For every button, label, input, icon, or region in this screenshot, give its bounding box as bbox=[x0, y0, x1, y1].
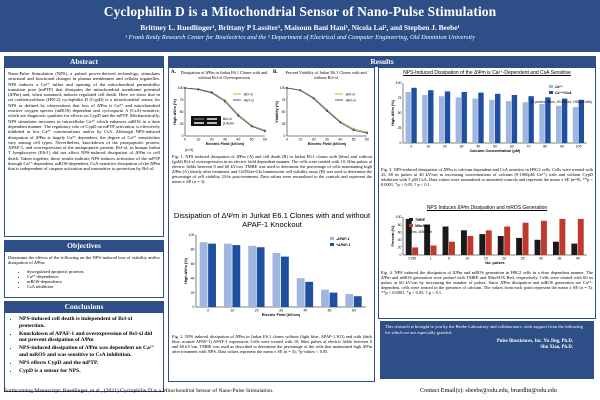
x-axis-label: Electric Field (kV/cm) bbox=[307, 142, 347, 146]
x-tick-label: 20 bbox=[502, 256, 507, 261]
x-axis-label: Electric Field (kV/cm) bbox=[205, 142, 245, 146]
figure-1-caption: Fig. 1. NPS induced dissipation of ΔΨm (A) and cell death (B) in Jurkat E6.1 clones with (blue) and without (gold) Bcl-xl overexpression in an electric field dependent manner. The cells were treated with 10, 60ns pulses at electric fields between 0 and 60 kV/cm. TMRE was used to determine the percentage of cells maintaining high ΔΨm (A) shortly after treatment, and CellTiter-Glo luminescent cell viability assay (B) was used to determine the percentage of cell viability 24-hr post-treatment. Data values were normalized to the controls and represent the mean ± SE (n = 3). bbox=[172, 154, 372, 185]
y-tick-label: 75 bbox=[179, 98, 184, 103]
bar bbox=[495, 94, 500, 143]
bar bbox=[224, 244, 232, 307]
bar bbox=[504, 227, 510, 256]
x-tick-label: 30 bbox=[539, 256, 543, 261]
y-axis-label: Viability (%) bbox=[275, 101, 279, 123]
y-tick-label: 80 bbox=[397, 222, 402, 227]
line-chart-b bbox=[273, 80, 373, 152]
bar bbox=[545, 97, 550, 143]
legend-label: TMRE bbox=[415, 217, 425, 222]
legend-label: -APAF-1 bbox=[336, 236, 350, 241]
bar bbox=[439, 96, 444, 143]
objectives-box bbox=[4, 251, 164, 298]
bar bbox=[539, 104, 544, 143]
bar bbox=[486, 230, 492, 255]
x-tick-label: CON bbox=[408, 256, 417, 261]
y-axis-label: High ΔΨm (%) bbox=[391, 100, 395, 126]
bar bbox=[232, 245, 240, 307]
legend-label: MitoSOX bbox=[415, 223, 430, 228]
y-axis-label: High ΔΨm (%) bbox=[184, 258, 188, 284]
bar bbox=[257, 247, 265, 307]
x-tick-label: 60 bbox=[509, 144, 514, 149]
contact-emails: Contact Email(s): sbeebe@odu.edu, bruedlin@odu.edu bbox=[420, 387, 557, 394]
poster-title: Cyclophilin D is a Mitochondrial Sensor of Nano-Pulse Stimulation bbox=[103, 4, 497, 19]
x-tick-label: 80 bbox=[543, 144, 548, 149]
x-axis-label: No. pulses bbox=[485, 261, 505, 265]
blot-label: β-Actin bbox=[223, 121, 234, 126]
y-tick-label: 20 bbox=[397, 245, 402, 250]
y-tick-label: 40 bbox=[190, 276, 195, 281]
blot-band bbox=[194, 122, 204, 124]
y-tick-label: 60 bbox=[190, 262, 195, 266]
bar bbox=[516, 238, 522, 255]
bar bbox=[553, 242, 559, 255]
x-tick-label: 40 bbox=[303, 308, 308, 313]
x-tick-label: 40 bbox=[575, 256, 580, 261]
figure-title: Percent Viability of Jurkat E6.1 Clones with and without Bcl-xl bbox=[285, 70, 367, 80]
data-point bbox=[251, 125, 253, 127]
figure-1b bbox=[273, 70, 373, 152]
left-column bbox=[4, 56, 164, 392]
bar bbox=[281, 257, 289, 307]
legend-swatch bbox=[409, 218, 413, 221]
author-list: Brittney L. Ruedlinger¹, Brittany P Lassiter¹, Maisoun Bani Hani¹, Nicola Lai², and Stephen J. Beebe¹ bbox=[140, 23, 460, 32]
bar bbox=[541, 221, 547, 255]
legend-label: +APAF-1 bbox=[336, 242, 351, 247]
manuscript-note: Forthcoming Manuscript: Ruedlinger, et al., (2021) Cyclophilin D is a Mitochondrial Sensor of Nano-Pulse Stimulation. bbox=[4, 388, 274, 394]
legend-swatch bbox=[549, 91, 553, 94]
bar bbox=[248, 246, 256, 307]
affiliations: ¹ Frank Reidy Research Center for Bioelectrics and the ² Department of Electrical and Computer Engineering, Old Dominion University bbox=[125, 34, 475, 41]
legend-label: +Bcl-xl bbox=[345, 98, 356, 103]
bar bbox=[431, 246, 437, 256]
bar bbox=[406, 92, 411, 143]
panel-label: A. bbox=[171, 70, 176, 75]
figure-title: Dissipation of ΔΨm in Jurkat E6.1 Clones with and without APAF-1 Knockout bbox=[173, 211, 371, 229]
conclusion-item: • CypD is a sensor for NPS. bbox=[19, 368, 159, 375]
x-axis-label: Calcium Concentration (μM) bbox=[469, 149, 521, 153]
blot-band bbox=[194, 118, 204, 120]
bar bbox=[498, 236, 504, 255]
x-tick-label: 25 bbox=[520, 256, 525, 261]
abstract-text: Nano-Pulse Stimulation (NPS), a pulsed power-derived technology, stimulates structural and functional changes in plasma membranes and cellular organelles. NPS induces a Ca²⁺ influx and opening of the mitochondrial permeability transition pore (mPTP) that dissipates the mitochondrial membrane potential (ΔΨm) and, when sustained, induces regulated cell death. Here we show that in rat cardiomyoblasts (H9C2) cyclophilin D (CypD) is a mitochondrial sensor for NPS as defined by observations that loss of ΔΨm is Ca²⁺ and mitochondrial reactive oxygen species (mROS) dependent and cyclosporin A (CsA)-sensitive, which are diagnostic qualities for effects on CypD and the mPTP. Mechanistically, NPS stimulates increases in intracellular Ca²⁺ which enhances mROS in a dose dependent manner. The regulatory role of CypD on mPTP activation, is effectively inhibited at low Ca²⁺ concentrations and/or by CsA. Although NPS-induced dissipation of ΔΨm is largely Ca²⁺ dependent, the degree of Ca²⁺ sensitivities vary among cell types. Nevertheless, knockdown of the proapoptotic protein, APAF-1, and overexpression of the antiapoptotic protein, Bcl-xl, in human Jurkat T lymphocytes (E6-1) did not affect NPS-induced dissipation of ΔΨm or cell death. Taken together, these results indicate NPS induces activation of the mPTP through Ca²⁺-dependent, mROS-dependent, CsA-sensitive dissipation of the ΔΨm that is independent of caspase activation and insensitive to protection by Bcl-xl. bbox=[8, 71, 160, 172]
data-point bbox=[184, 87, 186, 89]
figure-note: (5 pulses, 60ns, 40 kV/cm, H9C2 Cells) bbox=[531, 100, 593, 104]
figure-2 bbox=[172, 212, 372, 322]
x-tick-label: 30 bbox=[279, 308, 283, 313]
bar bbox=[467, 236, 473, 255]
x-tick-label: 50 bbox=[351, 137, 356, 142]
data-point bbox=[197, 88, 199, 90]
bar bbox=[305, 282, 313, 307]
x-tick-label: 0 bbox=[410, 144, 413, 149]
figure-1a bbox=[171, 70, 271, 152]
x-tick-label: 10 bbox=[426, 144, 431, 149]
legend-label: Ca²⁺+CsA bbox=[555, 90, 572, 95]
x-axis-label: Electric Field (kV/cm) bbox=[261, 313, 301, 317]
x-tick-label: 60 bbox=[365, 137, 369, 142]
y-axis-label: High ΔΨm (%) bbox=[173, 99, 177, 125]
bar bbox=[573, 107, 578, 143]
blot-band bbox=[207, 122, 217, 124]
x-tick-label: 10 bbox=[465, 256, 470, 261]
panel-label: B. bbox=[273, 70, 278, 75]
data-point bbox=[237, 115, 239, 117]
bar bbox=[512, 95, 517, 143]
bar bbox=[412, 247, 418, 255]
x-tick-label: 20 bbox=[311, 137, 316, 142]
bar bbox=[578, 219, 584, 255]
bar bbox=[422, 95, 427, 143]
bar bbox=[559, 219, 565, 255]
y-tick-label: 75 bbox=[397, 96, 402, 101]
bar bbox=[523, 223, 529, 255]
x-tick-label: 30 bbox=[223, 137, 227, 142]
bar bbox=[535, 240, 541, 255]
bar bbox=[571, 244, 577, 255]
y-tick-label: 0 bbox=[283, 134, 286, 139]
bar bbox=[200, 242, 208, 307]
bar bbox=[445, 91, 450, 143]
x-tick-label: 90 bbox=[559, 144, 564, 149]
objective-item: • dysregulated apoptotic proteins bbox=[27, 269, 159, 274]
data-point bbox=[286, 87, 288, 89]
y-tick-label: 50 bbox=[179, 110, 184, 115]
conclusion-item: • Knockdown of APAF-1 and overexpression of Bcl-xl did not prevent dissipation of ΔΨm bbox=[19, 331, 159, 345]
y-tick-label: 75 bbox=[281, 98, 286, 103]
figure-3-caption: Fig. 3. NPS-induced dissipation of ΔΨm is calcium dependent and CsA sensitive in H9C2 cells. Cells were treated with 25, 60 ns pulses at 40 kV/cm in increasing concentrations of calcium (0-1000μM Ca²⁺) with and without CypD inhibition with 5 μM CsA. Data values were normalized to untreated controls and represent the mean ± SE (n=9). **p < 0.0001, *p < 0.05, † p < 0.1. bbox=[381, 167, 593, 188]
figure-title: NPS-Induced Dissipation of the ΔΨm is Ca²⁺-Dependent and CsA Sensitive bbox=[403, 70, 571, 76]
y-tick-label: 100 bbox=[395, 215, 402, 220]
x-tick-label: 60 bbox=[351, 308, 356, 313]
data-point bbox=[366, 132, 368, 134]
y-tick-label: 100 bbox=[395, 81, 402, 86]
western-blot-image bbox=[191, 116, 221, 126]
figure-footnote: (n=3) bbox=[185, 148, 194, 152]
bar bbox=[456, 97, 461, 143]
y-tick-label: 50 bbox=[281, 110, 286, 115]
data-point bbox=[313, 98, 315, 100]
bar-chart-apaf bbox=[172, 231, 372, 323]
objective-item: • mROS-dependence bbox=[27, 279, 159, 284]
y-tick-label: 100 bbox=[188, 233, 195, 238]
legend-label: Ca²⁺ bbox=[555, 84, 563, 89]
x-tick-label: 0 bbox=[184, 137, 186, 142]
bar bbox=[297, 278, 305, 307]
bar bbox=[462, 92, 467, 143]
x-tick-label: 35 bbox=[557, 256, 562, 261]
x-tick-label: 20 bbox=[254, 308, 259, 313]
abstract-box bbox=[4, 67, 164, 237]
x-tick-label: 10 bbox=[196, 137, 201, 142]
y-tick-label: 100 bbox=[279, 86, 286, 91]
bar bbox=[579, 100, 584, 143]
acknowledgments-box bbox=[380, 321, 594, 379]
y-tick-label: 0 bbox=[181, 134, 184, 139]
y-tick-label: 100 bbox=[177, 86, 184, 91]
results-heading: Results bbox=[168, 56, 596, 67]
x-tick-label: 50 bbox=[327, 308, 332, 313]
y-tick-label: 0 bbox=[399, 253, 402, 258]
figure-3 bbox=[381, 70, 593, 162]
bar bbox=[273, 253, 281, 307]
conclusions-box bbox=[4, 312, 164, 392]
x-tick-label: 10 bbox=[230, 308, 235, 313]
data-point bbox=[326, 110, 328, 112]
conclusions-heading: Conclusions bbox=[4, 301, 164, 312]
bar bbox=[330, 293, 338, 307]
figure-title: Dissipation of ΔΨm in Jurkat E6.1 Clones with and without Bcl-xl Overexpression bbox=[180, 70, 268, 80]
bar bbox=[321, 290, 329, 307]
x-tick-label: 20 bbox=[209, 137, 214, 142]
x-tick-label: 10 bbox=[298, 137, 303, 142]
bar bbox=[523, 102, 528, 143]
conclusion-item: • NPS-induced cell death is independent of Bcl-xl protection. bbox=[19, 316, 159, 330]
blot-label: Bcl-xl bbox=[223, 117, 232, 121]
figure-4-caption: Fig. 4. NPS induced the dissipation of ΔΨm and mROS generation in H9C2 cells in a dose dependent manner. The ΔΨm and mROS generation were probed with TMRE and MitoSOX Red, respectively. Cells were treated with 60 ns pulses at 60 kV/cm by increasing the number of pulses. Since ΔΨm dissipation and mROS generation are Ca²⁺-dependent, cells were treated in the presence of calcium. The values from each point represent the mean ± SE (n = 3). **p < 0.0001, *p < 0.05, † p < 0.1. bbox=[381, 270, 593, 296]
x-tick-label: 0 bbox=[286, 137, 288, 142]
bar bbox=[489, 100, 494, 143]
objective-item: • Ca²⁺-dependence bbox=[27, 274, 159, 279]
figure-2-caption: Fig. 2. NPS induced dissipation of ΔΨm in Jurkat E6.1 clones without (light blue, APAF-1 KO) and with (dark blue, normal APAF-1) APAF-1 expression. Cells were treated with 10, 60ns pulses at electric fields between 0 and 60 kV/cm. TMRE was used as described to determine the percentage of the cells that maintained high ΔΨm after treatment with NPS. Data values represent the mean ± SE (n = 3); *p-values < 0.05. bbox=[172, 334, 372, 355]
x-tick-label: 60 bbox=[263, 137, 267, 142]
legend-swatch bbox=[330, 237, 334, 240]
data-point bbox=[353, 129, 355, 131]
x-tick-label: 5 bbox=[448, 256, 450, 261]
bar bbox=[208, 244, 216, 307]
poster-header bbox=[0, 0, 600, 52]
legend-swatch bbox=[409, 224, 413, 227]
bar bbox=[354, 296, 362, 307]
bar bbox=[556, 106, 561, 143]
bar bbox=[428, 90, 433, 143]
x-tick-label: 50 bbox=[493, 144, 497, 149]
y-tick-label: 0 bbox=[192, 305, 195, 310]
y-tick-label: 25 bbox=[397, 126, 402, 131]
acknowledgments-names: Pulse Biosciences, Inc. Yu Jing, Ph.D. Shu Xiao, Ph.D. bbox=[496, 339, 573, 350]
y-tick-label: 40 bbox=[397, 238, 402, 242]
y-tick-label: 20 bbox=[190, 290, 195, 295]
x-tick-label: 40 bbox=[476, 144, 481, 149]
abstract-heading: Abstract bbox=[4, 56, 164, 67]
x-tick-label: 20 bbox=[442, 144, 447, 149]
figure-title: NPS Induces ΔΨm Dissipation and mROS Generation bbox=[426, 205, 548, 211]
figure-4 bbox=[381, 205, 593, 267]
x-tick-label: 30 bbox=[459, 144, 464, 149]
data-point bbox=[339, 122, 341, 124]
x-tick-label: 50 bbox=[249, 137, 254, 142]
data-point bbox=[299, 89, 301, 91]
bar bbox=[472, 99, 477, 143]
objectives-list bbox=[5, 269, 163, 290]
y-tick-label: 80 bbox=[190, 247, 195, 252]
x-tick-label: 1 bbox=[429, 256, 432, 261]
bar-chart-pulses bbox=[381, 211, 593, 269]
bar bbox=[506, 101, 511, 143]
x-tick-label: 40 bbox=[236, 137, 241, 142]
y-tick-label: 25 bbox=[179, 122, 184, 127]
x-tick-label: 30 bbox=[325, 137, 329, 142]
acknowledgments-text: This research is brought to you by the Beebe Laboratory and collaborators, with support from the following for which we are especially grateful: bbox=[385, 324, 583, 335]
legend-swatch bbox=[330, 243, 334, 246]
y-tick-label: 0 bbox=[399, 141, 402, 146]
legend-swatch bbox=[549, 85, 553, 88]
legend-label: -Bcl-xl bbox=[243, 92, 253, 97]
legend-label: +Bcl-xl bbox=[243, 98, 254, 103]
bar bbox=[443, 227, 449, 256]
objective-item: • CsA inhibition bbox=[27, 284, 159, 289]
y-tick-label: 50 bbox=[397, 111, 402, 116]
conclusion-item: • NPS effects CypD and the mPTP. bbox=[19, 360, 159, 367]
bar bbox=[562, 99, 567, 143]
data-point bbox=[264, 130, 266, 132]
x-tick-label: 100 bbox=[575, 144, 582, 149]
bar bbox=[461, 230, 467, 255]
bar bbox=[478, 93, 483, 143]
bar bbox=[345, 294, 353, 307]
x-tick-label: 40 bbox=[338, 137, 343, 142]
y-tick-label: 25 bbox=[281, 122, 286, 127]
conclusion-item: • NPS-induced dissipation of ΔΨm was dependent on Ca²⁺ and mROS and was sensitive to CsA inhibition. bbox=[19, 345, 159, 359]
y-axis-label: Percent (%) bbox=[391, 225, 395, 247]
line-chart-a bbox=[171, 80, 271, 152]
x-tick-label: 70 bbox=[526, 144, 531, 149]
legend-label: -Bcl-xl bbox=[345, 92, 355, 97]
x-tick-label: 0 bbox=[207, 308, 210, 313]
y-tick-label: 60 bbox=[397, 230, 402, 235]
bar bbox=[411, 88, 416, 143]
bar bbox=[449, 242, 455, 255]
objectives-intro: Determine the effects of the following on the NPS-induced loss of viability and/or dissipation of ΔΨm: bbox=[8, 255, 160, 266]
figure-note: 60ns, 40kV/cm bbox=[409, 230, 433, 234]
objectives-heading: Objectives bbox=[4, 240, 164, 251]
blot-band bbox=[207, 118, 217, 120]
data-point bbox=[211, 92, 213, 94]
x-tick-label: 15 bbox=[483, 256, 488, 261]
bar-chart-calcium bbox=[381, 77, 593, 161]
bar bbox=[479, 234, 485, 255]
conclusions-list bbox=[5, 313, 163, 378]
data-point bbox=[224, 100, 226, 102]
